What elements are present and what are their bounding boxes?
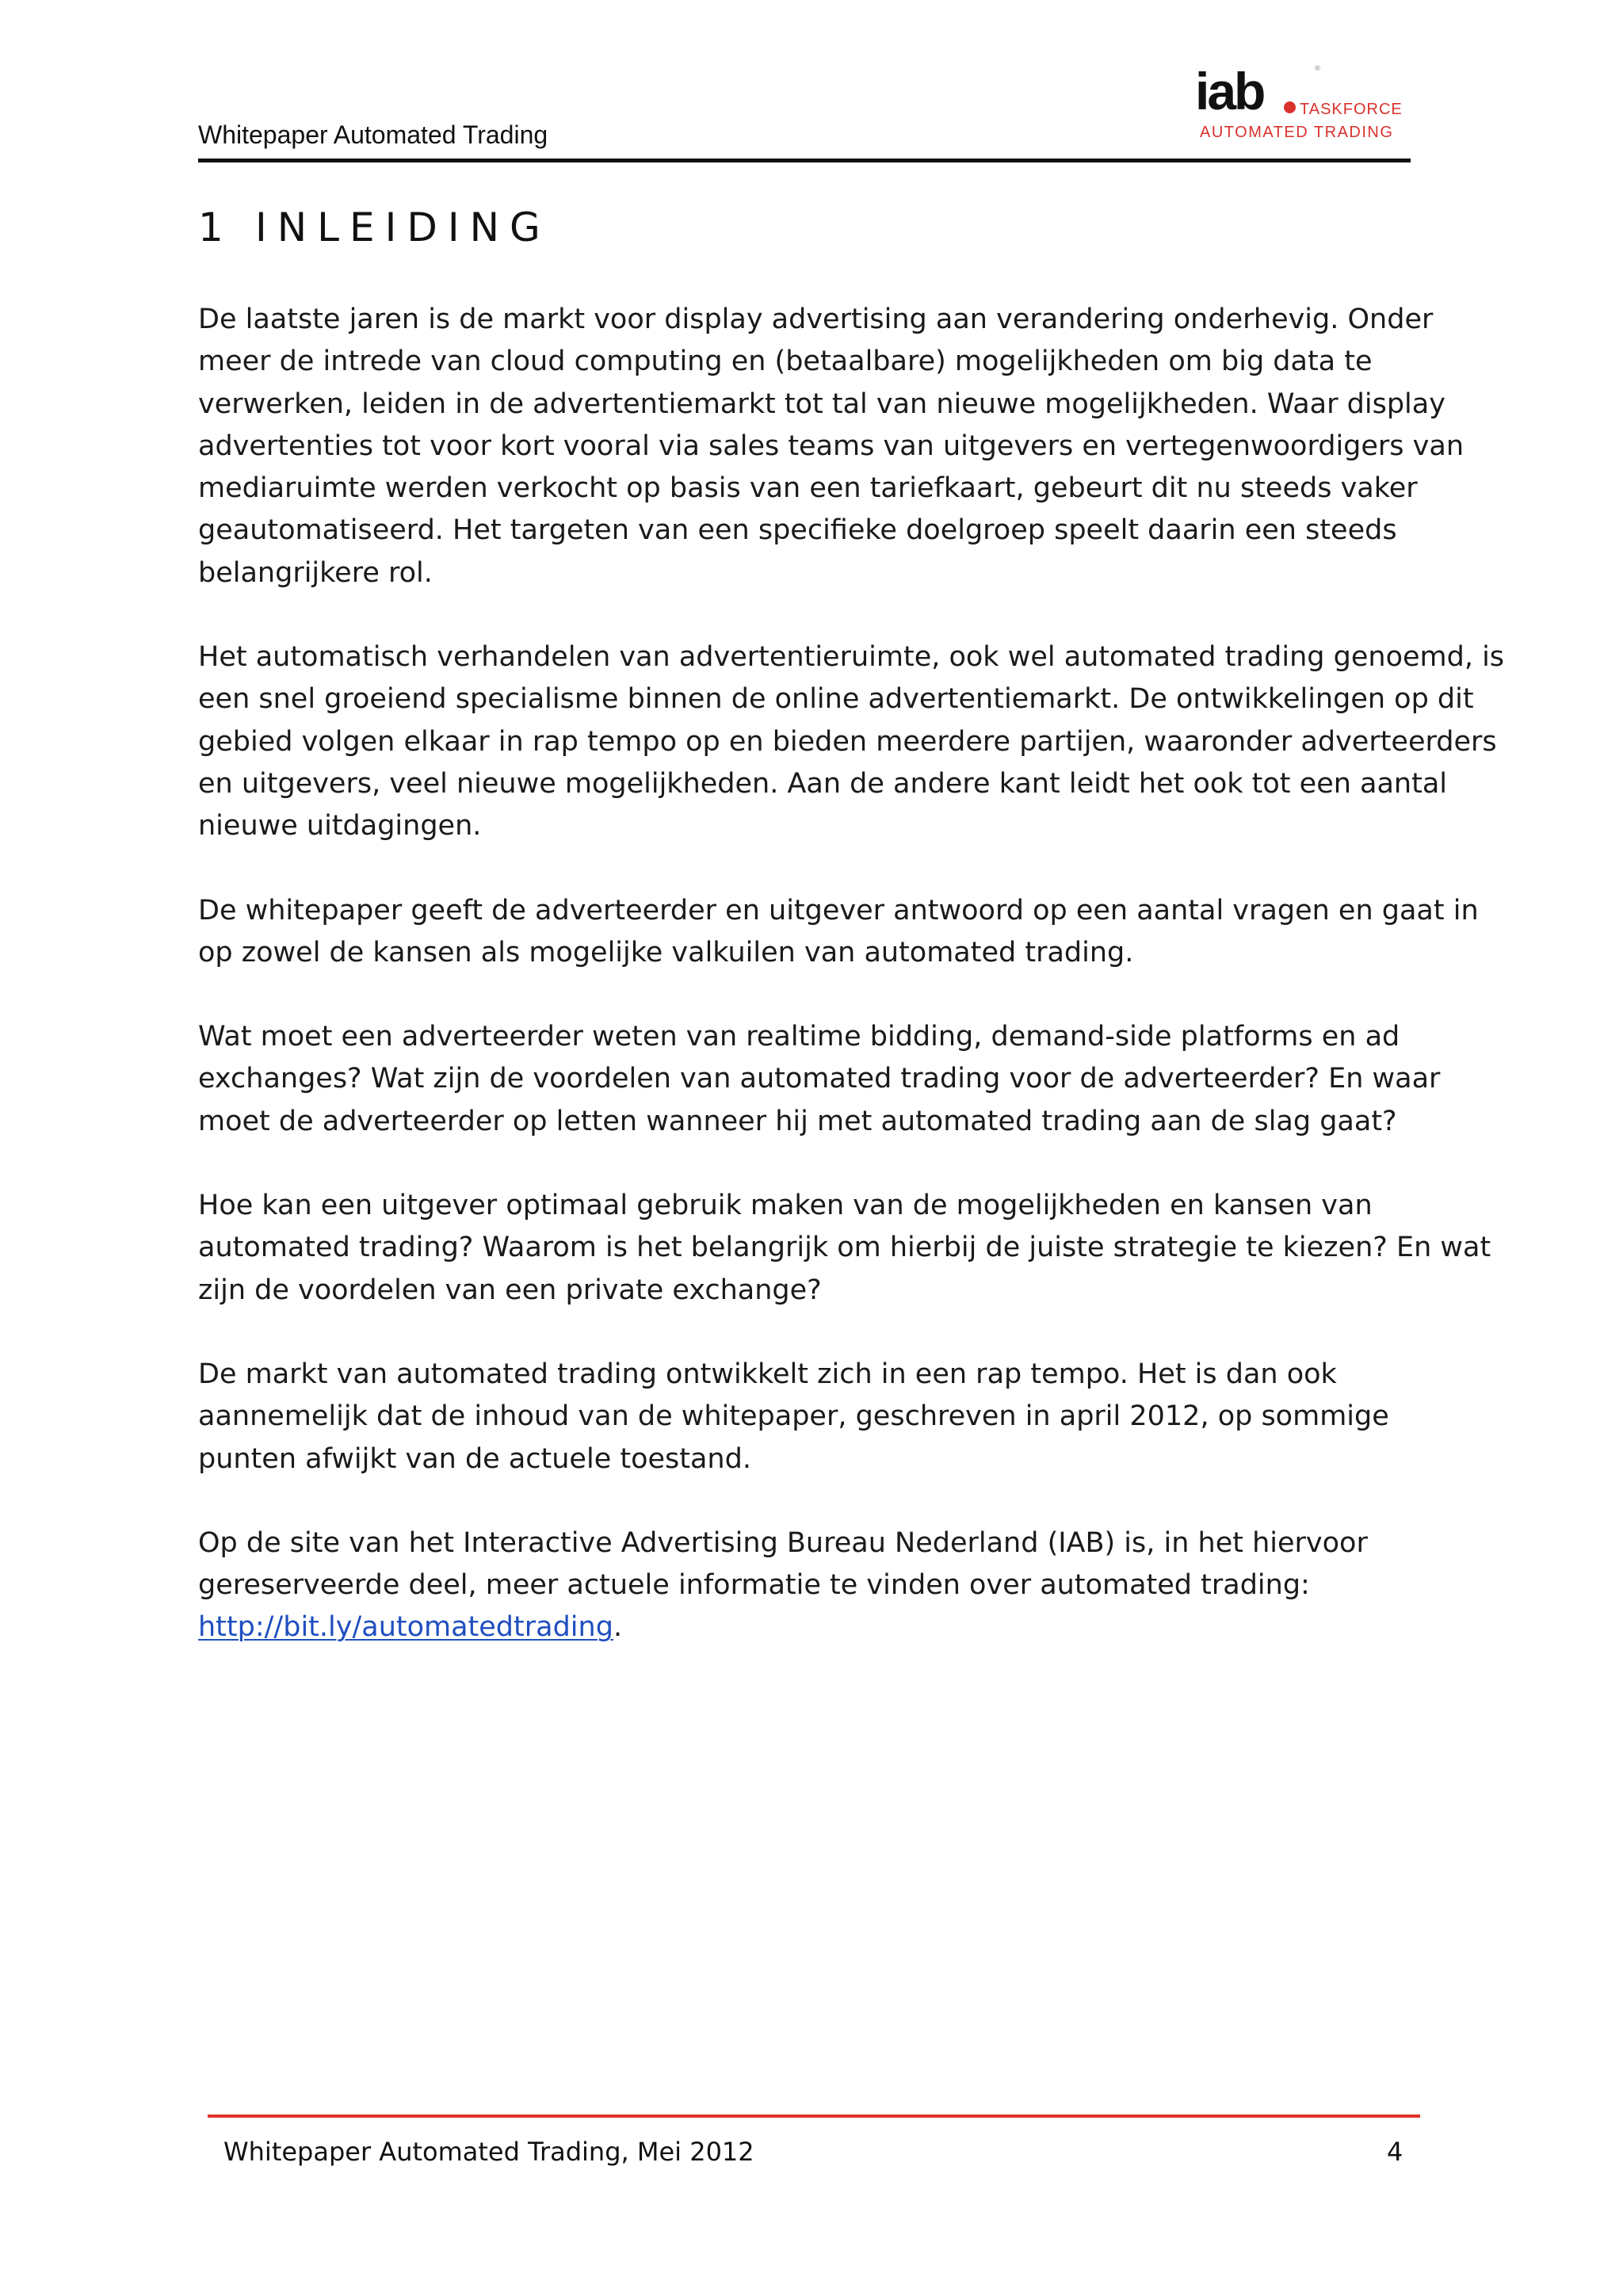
text-line: punten afwijkt van de actuele toestand.: [198, 1442, 751, 1475]
logo-line-automated-trading: AUTOMATED TRADING: [1200, 124, 1394, 141]
text-line: advertenties tot voor kort vooral via sales teams van uitgevers en vertegenwoordigers van: [198, 430, 1465, 462]
text-line: Het automatisch verhandelen van advertentieruimte, ook wel automated trading genoemd, is: [198, 641, 1505, 674]
text-line: exchanges? Wat zijn de voordelen van automated trading voor de adverteerder? En waar: [198, 1063, 1441, 1095]
link-period: .: [613, 1611, 623, 1644]
paragraph-5: [198, 1185, 1491, 1312]
text-line: een snel groeiend specialisme binnen de online advertentiemarkt. De ontwikkelingen op dit: [198, 683, 1474, 716]
text-line: op zowel de kansen als mogelijke valkuilen van automated trading.: [198, 936, 1134, 968]
text-line: aannemelijk dat de inhoud van de whitepaper, geschreven in april 2012, op sommige: [198, 1400, 1389, 1433]
footer-text: Whitepaper Automated Trading, Mei 2012: [223, 2137, 754, 2167]
chapter-number: 1: [198, 204, 223, 250]
paragraph-3: [198, 890, 1479, 975]
text-line: meer de intrede van cloud computing en (betaalbare) mogelijkheden om big data te: [198, 346, 1373, 378]
text-line: nieuwe uitdagingen.: [198, 810, 482, 842]
header-title: Whitepaper Automated Trading: [198, 120, 548, 149]
text-line: verwerken, leiden in de advertentiemarkt tot tal van nieuwe mogelijkheden. Waar display: [198, 388, 1445, 420]
paragraph-4: [198, 1016, 1450, 1143]
link-line: [198, 1606, 1450, 1648]
text-line: en uitgevers, veel nieuwe mogelijkheden. Aan de andere kant leidt het ook tot een aantal: [198, 767, 1448, 800]
iab-logo: [1195, 62, 1425, 152]
chapter-title: INLEIDING: [255, 204, 551, 250]
paragraph-6: [198, 1354, 1450, 1480]
paragraph-1: [198, 299, 1465, 594]
text-line: De laatste jaren is de markt voor display advertising aan verandering onderhevig. Onder: [198, 304, 1434, 335]
text-line: gereserveerde deel, meer actuele informatie te vinden over automated trading:: [198, 1569, 1310, 1602]
text-line: Op de site van het Interactive Advertising Bureau Nederland (IAB) is, in het hiervoor: [198, 1526, 1368, 1559]
automated-trading-link[interactable]: http://bit.ly/automatedtrading: [198, 1611, 613, 1644]
logo-dot-icon: [1284, 101, 1296, 113]
chapter-heading: [198, 204, 551, 250]
text-line: automated trading? Waarom is het belangrijk om hierbij de juiste strategie te kiezen? En wat: [198, 1232, 1491, 1264]
text-line: zijn de voordelen van een private exchange?: [198, 1274, 822, 1306]
paragraph-2: [198, 636, 1505, 847]
text-line: De markt van automated trading ontwikkelt zich in een rap tempo. Het is dan ook: [198, 1358, 1337, 1390]
text-line: geautomatiseerd. Het targeten van een specifieke doelgroep speelt daarin een steeds: [198, 514, 1397, 547]
body-text: [198, 299, 1505, 1691]
page-number: 4: [1387, 2137, 1403, 2167]
footer-divider: [208, 2115, 1420, 2118]
text-line: belangrijkere rol.: [198, 556, 433, 589]
text-line: gebied volgen elkaar in rap tempo op en bieden meerdere partijen, waaronder adverteerders: [198, 725, 1497, 758]
text-line: Wat moet een adverteerder weten van realtime bidding, demand-side platforms en ad: [198, 1021, 1400, 1053]
text-line: Hoe kan een uitgever optimaal gebruik maken van de mogelijkheden en kansen van: [198, 1190, 1373, 1222]
registered-mark-icon: ®: [1314, 65, 1321, 73]
text-line: moet de adverteerder op letten wanneer hij met automated trading aan de slag gaat?: [198, 1105, 1397, 1137]
paragraph-closing: [198, 1522, 1450, 1649]
logo-line-taskforce: TASKFORCE: [1300, 101, 1403, 118]
logo-wordmark: iab: [1195, 62, 1264, 120]
text-line: mediaruimte werden verkocht op basis van een tariefkaart, gebeurt dit nu steeds vaker: [198, 472, 1418, 505]
header-divider: [198, 159, 1411, 162]
text-line: De whitepaper geeft de adverteerder en uitgever antwoord op een aantal vragen en gaat in: [198, 894, 1479, 926]
